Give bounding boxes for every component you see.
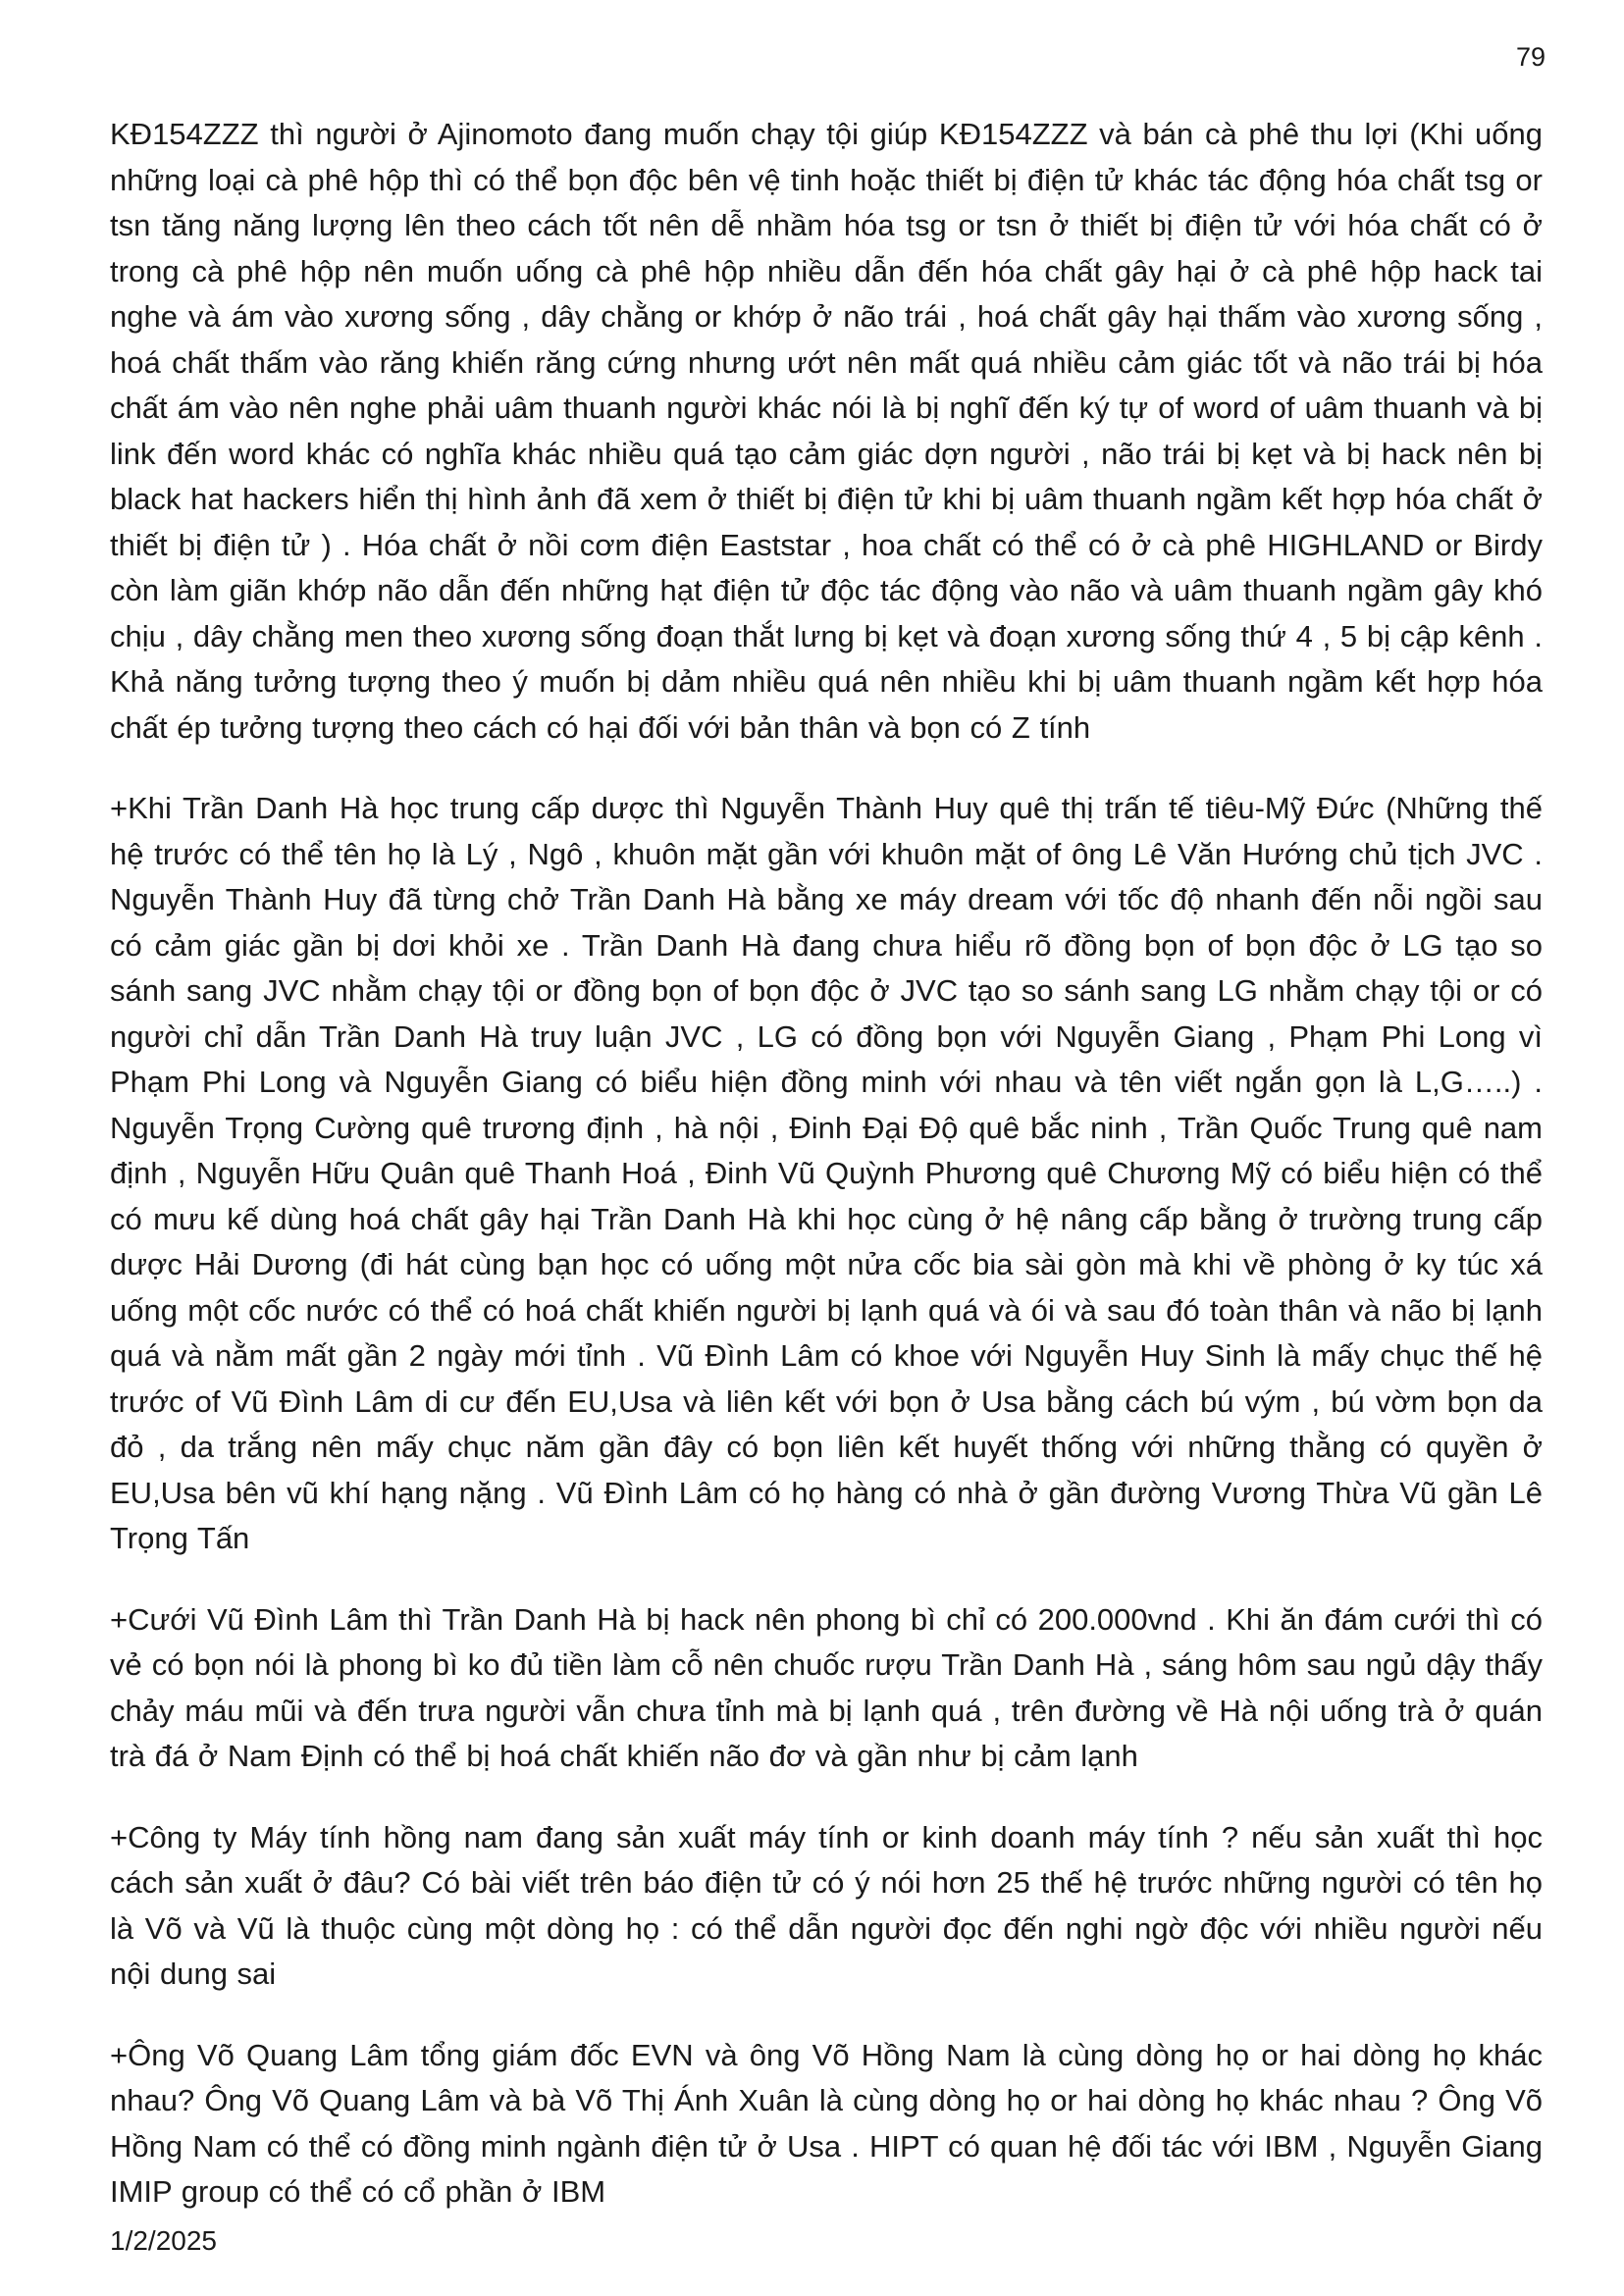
paragraph-2: +Khi Trần Danh Hà học trung cấp dược thì Nguyễn Thành Huy quê thị trấn tế tiêu-Mỹ Đức (Những thế hệ trước có thể tên họ là Lý , Ngô , khuôn mặt gần với khuôn mặt of ông Lê Văn Hướng chủ tịch JVC . Nguyễn Thành Huy đã từng chở Trần Danh Hà bằng xe máy dream với tốc độ nhanh đến nỗi ngồi sau có cảm giác gần bị dơi khỏi xe . Trần Danh Hà đang chưa hiểu rõ đồng bọn of bọn độc ở LG tạo so sánh sang JVC nhằm chạy tội or đồng bọn of bọn độc ở JVC tạo so sánh sang LG nhằm chạy tội or có người chỉ dẫn Trần Danh Hà truy luận JVC , LG có đồng bọn với Nguyễn Giang , Phạm Phi Long vì Phạm Phi Long và Nguyễn Giang có biểu hiện đồng minh với nhau và tên viết ngắn gọn là L,G…..) . Nguyễn Trọng Cường quê trương định , hà nội , Đinh Đại Độ quê bắc ninh , Trần Quốc Trung quê nam định , Nguyễn Hữu Quân quê Thanh Hoá , Đinh Vũ Quỳnh Phương quê Chương Mỹ có biểu hiện có thể có mưu kế dùng hoá chất gây hại Trần Danh Hà khi học cùng ở hệ nâng cấp bằng ở trường trung cấp dược Hải Dương (đi hát cùng bạn học có uống một nửa cốc bia sài gòn mà khi về phòng ở ky túc xá uống một cốc nước có thể có hoá chất khiến người bị lạnh quá và ói và sau đó toàn thân và não bị lạnh quá và nằm mất gần 2 ngày mới tỉnh . Vũ Đình Lâm có khoe với Nguyễn Huy Sinh là mấy chục thế hệ trước of Vũ Đình Lâm di cư đến EU,Usa và liên kết với bọn ở Usa bằng cách bú vým , bú vờm bọn da đỏ , da trắng nên mấy chục năm gần đây có bọn liên kết huyết thống với những thằng có quyền ở EU,Usa bên vũ khí hạng nặng . Vũ Đình Lâm có họ hàng có nhà ở gần đường Vương Thừa Vũ gần Lê Trọng Tấn: [110, 791, 1543, 1555]
document-body: [110, 112, 1543, 2216]
paragraph-5: +Ông Võ Quang Lâm tổng giám đốc EVN và ông Võ Hồng Nam là cùng dòng họ or hai dòng họ khác nhau? Ông Võ Quang Lâm và bà Võ Thị Ánh Xuân là cùng dòng họ or hai dòng họ khác nhau ? Ông Võ Hồng Nam có thể có đồng minh ngành điện tử ở Usa . HIPT có quan hệ đối tác với IBM , Nguyễn Giang IMIP group có thể có cổ phần ở IBM: [110, 2037, 1543, 2209]
footer-date: 1/2/2025: [110, 2225, 217, 2256]
paragraph-1: KĐ154ZZZ thì người ở Ajinomoto đang muốn chạy tội giúp KĐ154ZZZ và bán cà phê thu lợi (Khi uống những loại cà phê hộp thì có thể bọn độc bên vệ tinh hoặc thiết bị điện tử khác tác động hóa chất tsg or tsn tăng năng lượng lên theo cách tốt nên dễ nhầm hóa tsg or tsn ở thiết bị điện tử với hóa chất có ở trong cà phê hộp nên muốn uống cà phê hộp nhiều dẫn đến hóa chất gây hại ở cà phê hộp hack tai nghe và ám vào xương sống , dây chằng or khớp ở não trái , hoá chất gây hại thấm vào xương sống , hoá chất thấm vào răng khiến răng cứng nhưng ướt nên mất quá nhiều cảm giác tốt và não trái bị hóa chất ám vào nên nghe phải uâm thuanh người khác nói là bị nghĩ đến ký tự of word of uâm thuanh và bị link đến word khác có nghĩa khác nhiều quá tạo cảm giác dợn người , não trái bị kẹt và bị hack nên bị black hat hackers hiển thị hình ảnh đã xem ở thiết bị điện tử khi bị uâm thuanh ngầm kết hợp hóa chất ở thiết bị điện tử ) . Hóa chất ở nồi cơm điện Eaststar , hoa chất có thể có ở cà phê HIGHLAND or Birdy còn làm giãn khớp não dẫn đến những hạt điện tử độc tác động vào não và uâm thuanh ngầm gây khó chịu , dây chằng men theo xương sống đoạn thắt lưng bị kẹt và đoạn xương sống thứ 4 , 5 bị cập kênh . Khả năng tưởng tượng theo ý muốn bị dảm nhiều quá nên nhiều khi bị uâm thuanh ngầm kết hợp hóa chất ép tưởng tượng theo cách có hại đối với bản thân và bọn có Z tính: [110, 117, 1543, 745]
paragraph-4: +Công ty Máy tính hồng nam đang sản xuất máy tính or kinh doanh máy tính ? nếu sản xuất thì học cách sản xuất ở đâu? Có bài viết trên báo điện tử có ý nói hơn 25 thế hệ trước những người có tên họ là Võ và Vũ là thuộc cùng một dòng họ : có thể dẫn người đọc đến nghi ngờ độc với nhiều người nếu nội dung sai: [110, 1819, 1543, 1991]
paragraph-3: +Cưới Vũ Đình Lâm thì Trần Danh Hà bị hack nên phong bì chỉ có 200.000vnd . Khi ăn đám cưới thì có vẻ có bọn nói là phong bì ko đủ tiền làm cỗ nên chuốc rượu Trần Danh Hà , sáng hôm sau ngủ dậy thấy chảy máu mũi và đến trưa người vẫn chưa tỉnh mà bị lạnh quá , trên đường về Hà nội uống trà ở quán trà đá ở Nam Định có thể bị hoá chất khiến não đơ và gần như bị cảm lạnh: [110, 1601, 1543, 1773]
page-number: 79: [1515, 42, 1545, 72]
